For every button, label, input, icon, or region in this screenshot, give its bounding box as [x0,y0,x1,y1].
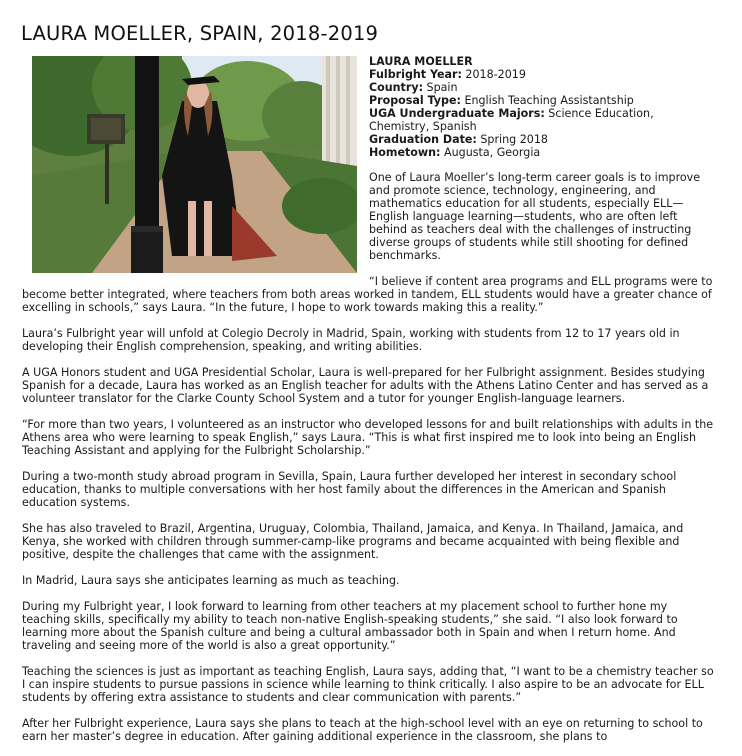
profile-field: UGA Undergraduate Majors: Science Education, Chemistry, Spanish [369,107,654,133]
body-paragraph: Teaching the sciences is just as important as teaching English, Laura says, adding that, “I want to be a chemistry teacher so I can inspire students to pursue passions in science while learning to think critically. I also aspire to be an advocate for ELL students by offering extra assistance to students and clear communication with parents.” [22,665,714,704]
body-paragraph: During my Fulbright year, I look forward to learning from other teachers at my placement school to further hone my teaching skills, specifically my ability to teach non-native English-speaking students,” she said. “I also look forward to learning more about the Spanish culture and being a cultural ambassador both in Spain and when I return home. And traveling and seeing more of the world is also a great opportunity.” [22,600,678,652]
graduate-portrait-photo [32,56,357,273]
body-paragraph: She has also traveled to Brazil, Argentina, Uruguay, Colombia, Thailand, Jamaica, and Kenya. In Thailand, Jamaica, and Kenya, she worked with children through summer-camp-like programs and became acquainted with being flexible and positive, despite the challenges that came with the assignment. [22,522,684,561]
body-paragraph: After her Fulbright experience, Laura says she plans to teach at the high-school level with an eye on returning to school to earn her master’s degree in education. After gaining additional experience in the classroom, she plans to [22,717,703,743]
photo-illustration [32,56,357,273]
profile-field: Country: Spain [369,81,458,94]
profile-name: LAURA MOELLER [369,55,473,68]
body-paragraph: During a two-month study abroad program in Sevilla, Spain, Laura further developed her interest in secondary school education, thanks to multiple conversations with her host family about the differences in the American and Spanish education systems. [22,470,677,509]
article-content [22,55,716,756]
profile-field: Graduation Date: Spring 2018 [369,133,548,146]
body-paragraph: “For more than two years, I volunteered as an instructor who developed lessons for and built relationships with adults in the Athens area who were learning to speak English,” says Laura. “This is what first inspired me to look into being an English Teaching Assistant and applying for the Fulbright Scholarship.” [22,418,714,457]
body-paragraph: Laura’s Fulbright year will unfold at Colegio Decroly in Madrid, Spain, working with students from 12 to 17 years old in developing their English comprehension, speaking, and writing abilities. [22,327,680,353]
profile-field: Proposal Type: English Teaching Assistantship [369,94,634,107]
body-paragraph: “I believe if content area programs and ELL programs were to become better integrated, where teachers from both areas worked in tandem, ELL students would have a greater chance of excelling in schools,” says Laura. “In the future, I hope to work towards making this a reality.” [22,275,713,314]
profile-field: Fulbright Year: 2018-2019 [369,68,526,81]
body-paragraph: In Madrid, Laura says she anticipates learning as much as teaching. [22,574,400,587]
body-paragraph: One of Laura Moeller’s long-term career goals is to improve and promote science, technology, engineering, and mathematics education for all students, especially ELL—English language learning—students, who are often left behind as teachers deal with the challenges of instructing diverse groups of students while still shooting for defined benchmarks. [369,171,701,262]
body-paragraph: A UGA Honors student and UGA Presidential Scholar, Laura is well-prepared for her Fulbright assignment. Besides studying Spanish for a decade, Laura has worked as an English teacher for adults with the Athens Latino Center and has served as a volunteer translator for the Clarke County School System and a tutor for younger English-language learners. [22,366,709,405]
page-title: LAURA MOELLER, SPAIN, 2018-2019 [21,22,379,45]
profile-field: Hometown: Augusta, Georgia [369,146,541,159]
